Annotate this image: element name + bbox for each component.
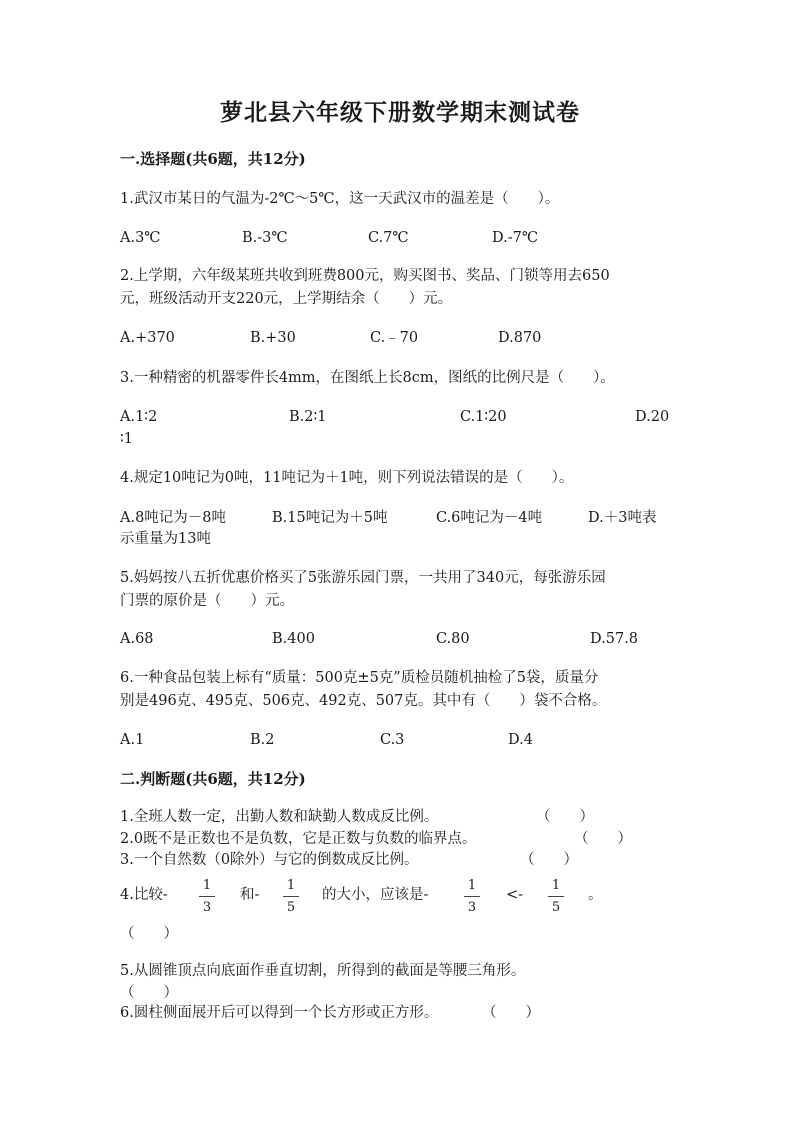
section-heading-choice: 一.选择题(共6题，共12分) — [120, 150, 306, 168]
q3-option-c: C.1∶20 — [460, 409, 507, 425]
q3-option-b: B.2∶1 — [289, 409, 327, 425]
fraction-numerator: 1 — [283, 878, 299, 897]
q6-option-b: B.2 — [250, 732, 275, 748]
question-5-line2: 门票的原价是（ ）元。 — [120, 593, 294, 609]
fraction-one-third-c — [464, 878, 480, 916]
fraction-numerator: 1 — [548, 878, 564, 897]
fraction-numerator: 1 — [199, 878, 215, 897]
q5-option-a: A.68 — [120, 631, 154, 647]
q4-option-c: C.6吨记为－4吨 — [436, 510, 543, 526]
q6-option-d: D.4 — [508, 732, 533, 748]
q3-option-a: A.1∶2 — [120, 409, 158, 425]
judgment-2-paren: （ ） — [574, 831, 632, 847]
q2-option-d: D.870 — [498, 330, 542, 346]
fraction-denominator: 3 — [467, 900, 477, 915]
q1-option-c: C.7℃ — [368, 230, 409, 246]
q2-option-a: A.+370 — [120, 330, 175, 346]
question-1-text: 1.武汉市某日的气温为-2℃～5℃，这一天武汉市的温差是（ ）。 — [120, 191, 560, 207]
judgment-6-paren: （ ） — [482, 1005, 540, 1021]
fraction-denominator: 5 — [286, 900, 296, 915]
judgment-3-text: 3.一个自然数（0除外）与它的倒数成反比例。 — [120, 852, 419, 868]
judgment-5-paren: （ ） — [120, 985, 178, 1001]
question-5-line1: 5.妈妈按八五折优惠价格买了5张游乐园门票，一共用了340元，每张游乐园 — [120, 570, 606, 586]
q5-option-b: B.400 — [272, 631, 315, 647]
judgment-4-less-than: <- — [506, 887, 524, 903]
question-3-text: 3.一种精密的机器零件长4mm，在图纸上长8cm，图纸的比例尺是（ ）。 — [120, 370, 615, 386]
page-title: 萝北县六年级下册数学期末测试卷 — [220, 99, 580, 126]
q4-option-d: D.＋3吨表 — [588, 510, 657, 526]
question-2-line1: 2.上学期，六年级某班共收到班费800元，购买图书、奖品、门锁等用去650 — [120, 268, 610, 284]
q3-option-d-wrap: ∶1 — [120, 431, 133, 447]
question-6-line1: 6.一种食品包装上标有“质量：500克±5克”质检员随机抽检了5袋，质量分 — [120, 670, 599, 686]
fraction-one-fifth-d — [548, 878, 564, 916]
judgment-1-text: 1.全班人数一定，出勤人数和缺勤人数成反比例。 — [120, 809, 439, 825]
q2-option-b: B.+30 — [250, 330, 296, 346]
question-2-line2: 元，班级活动开支220元，上学期结余（ ）元。 — [120, 291, 453, 307]
q2-option-c: C.﹣70 — [370, 330, 419, 346]
judgment-4-paren: （ ） — [120, 926, 178, 942]
fraction-one-fifth-b — [283, 878, 299, 916]
q1-option-b: B.-3℃ — [242, 230, 288, 246]
judgment-3-paren: （ ） — [520, 852, 578, 868]
q6-option-c: C.3 — [380, 732, 405, 748]
q1-option-d: D.-7℃ — [492, 230, 539, 246]
judgment-1-paren: （ ） — [536, 809, 594, 825]
judgment-5-text: 5.从圆锥顶点向底面作垂直切割，所得到的截面是等腰三角形。 — [120, 963, 526, 979]
judgment-6-text: 6.圆柱侧面展开后可以得到一个长方形或正方形。 — [120, 1005, 439, 1021]
question-6-line2: 别是496克、495克、506克、492克、507克。其中有（ ）袋不合格。 — [120, 693, 607, 709]
q1-option-a: A.3℃ — [120, 230, 161, 246]
judgment-4-and: 和- — [240, 887, 260, 903]
section-heading-judgment: 二.判断题(共6题，共12分) — [120, 770, 306, 788]
q4-option-d-wrap: 示重量为13吨 — [120, 531, 211, 547]
fraction-denominator: 3 — [202, 900, 212, 915]
q4-option-a: A.8吨记为－8吨 — [120, 510, 227, 526]
judgment-4-end: 。 — [588, 887, 603, 903]
q5-option-d: D.57.8 — [590, 631, 639, 647]
judgment-2-text: 2.0既不是正数也不是负数，它是正数与负数的临界点。 — [120, 831, 477, 847]
q3-option-d: D.20 — [635, 409, 670, 425]
q4-option-b: B.15吨记为＋5吨 — [272, 510, 388, 526]
fraction-denominator: 5 — [551, 900, 561, 915]
judgment-4-prefix: 4.比较- — [120, 887, 168, 903]
q6-option-a: A.1 — [120, 732, 145, 748]
question-4-text: 4.规定10吨记为0吨，11吨记为＋1吨，则下列说法错误的是（ ）。 — [120, 470, 574, 486]
fraction-one-third-a — [199, 878, 215, 916]
judgment-4-mid: 的大小，应该是- — [322, 887, 429, 903]
q5-option-c: C.80 — [436, 631, 470, 647]
fraction-numerator: 1 — [464, 878, 480, 897]
